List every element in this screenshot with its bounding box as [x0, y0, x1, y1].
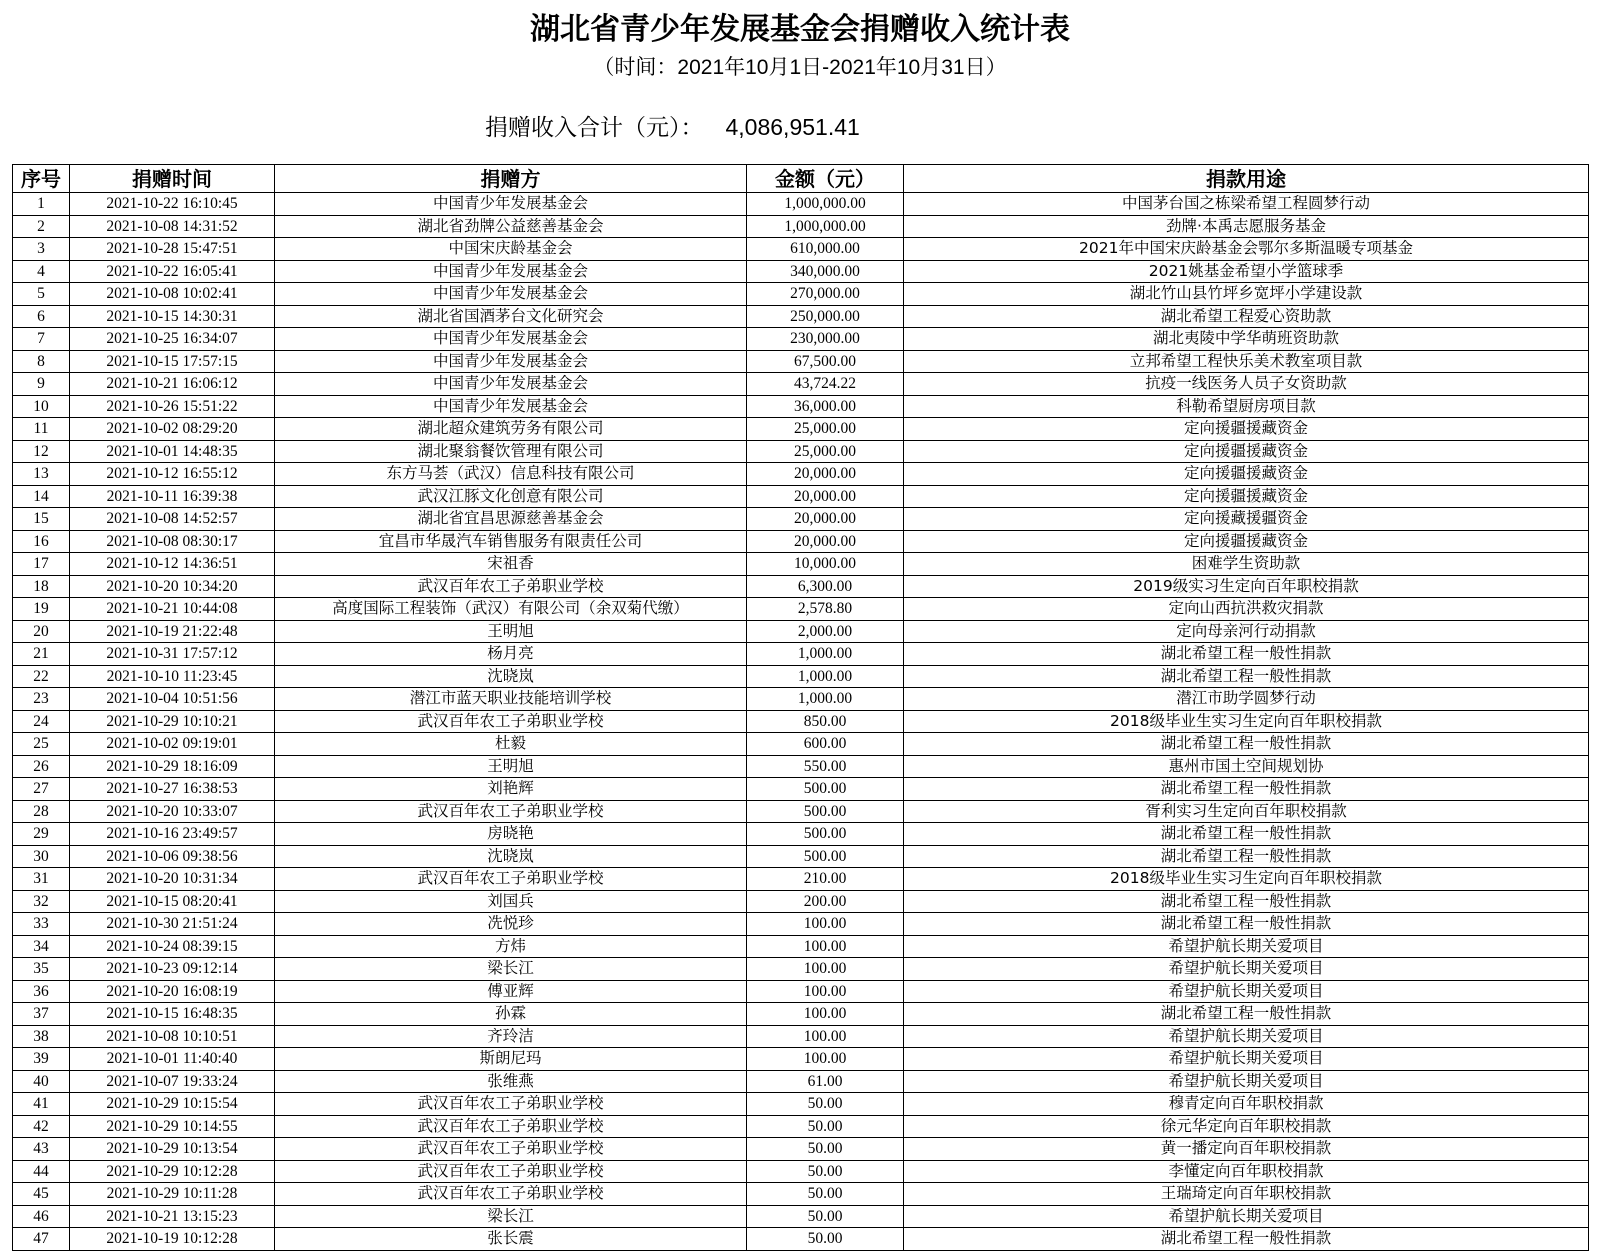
table-row — [13, 845, 1589, 868]
donation-purpose-cell: 希望护航长期关爱项目 — [904, 935, 1589, 958]
row-index-cell: 11 — [13, 418, 70, 441]
donation-amount-cell: 50.00 — [747, 1160, 904, 1183]
table-row — [13, 935, 1589, 958]
table-row — [13, 283, 1589, 306]
donation-time-cell: 2021-10-15 16:48:35 — [70, 1003, 275, 1026]
donation-time-cell: 2021-10-29 10:13:54 — [70, 1138, 275, 1161]
donation-amount-cell: 43,724.22 — [747, 373, 904, 396]
total-summary — [485, 110, 860, 144]
donor-name-cell: 中国宋庆龄基金会 — [275, 238, 747, 261]
donor-name-cell: 孙霖 — [275, 1003, 747, 1026]
table-row — [13, 350, 1589, 373]
table-row — [13, 575, 1589, 598]
row-index-cell: 38 — [13, 1025, 70, 1048]
donation-time-cell: 2021-10-16 23:49:57 — [70, 823, 275, 846]
donor-name-cell: 杜毅 — [275, 733, 747, 756]
donation-purpose-cell: 湖北希望工程爱心资助款 — [904, 305, 1589, 328]
donation-time-cell: 2021-10-08 08:30:17 — [70, 530, 275, 553]
row-index-cell: 8 — [13, 350, 70, 373]
donation-purpose-cell: 湖北希望工程一般性捐款 — [904, 890, 1589, 913]
donation-amount-cell: 550.00 — [747, 755, 904, 778]
table-row — [13, 1003, 1589, 1026]
donation-time-cell: 2021-10-15 17:57:15 — [70, 350, 275, 373]
table-row — [13, 755, 1589, 778]
donor-name-cell: 冼悦珍 — [275, 913, 747, 936]
donation-amount-cell: 1,000,000.00 — [747, 193, 904, 216]
donation-time-cell: 2021-10-02 09:19:01 — [70, 733, 275, 756]
donation-table — [12, 164, 1589, 1251]
table-row — [13, 980, 1589, 1003]
row-index-cell: 46 — [13, 1205, 70, 1228]
donation-purpose-cell: 希望护航长期关爱项目 — [904, 1025, 1589, 1048]
donation-purpose-cell: 中国茅台国之栋梁希望工程圆梦行动 — [904, 193, 1589, 216]
donation-purpose-cell: 希望护航长期关爱项目 — [904, 1205, 1589, 1228]
table-row — [13, 620, 1589, 643]
donation-amount-cell: 500.00 — [747, 778, 904, 801]
donor-name-cell: 宜昌市华晟汽车销售服务有限责任公司 — [275, 530, 747, 553]
donation-time-cell: 2021-10-29 18:16:09 — [70, 755, 275, 778]
donation-amount-cell: 61.00 — [747, 1070, 904, 1093]
table-row — [13, 508, 1589, 531]
donor-name-cell: 湖北超众建筑劳务有限公司 — [275, 418, 747, 441]
table-row — [13, 710, 1589, 733]
donation-purpose-cell: 定向援疆援藏资金 — [904, 530, 1589, 553]
donation-time-cell: 2021-10-29 10:10:21 — [70, 710, 275, 733]
donor-name-cell: 高度国际工程装饰（武汉）有限公司（余双菊代缴） — [275, 598, 747, 621]
table-row — [13, 328, 1589, 351]
donation-amount-cell: 50.00 — [747, 1093, 904, 1116]
donation-time-cell: 2021-10-22 16:05:41 — [70, 260, 275, 283]
row-index-cell: 23 — [13, 688, 70, 711]
donor-name-cell: 武汉百年农工子弟职业学校 — [275, 1138, 747, 1161]
row-index-cell: 40 — [13, 1070, 70, 1093]
row-index-cell: 32 — [13, 890, 70, 913]
donation-amount-cell: 36,000.00 — [747, 395, 904, 418]
donation-amount-cell: 20,000.00 — [747, 508, 904, 531]
table-row — [13, 913, 1589, 936]
donation-amount-cell: 500.00 — [747, 800, 904, 823]
donation-amount-cell: 67,500.00 — [747, 350, 904, 373]
donation-time-cell: 2021-10-08 10:10:51 — [70, 1025, 275, 1048]
row-index-cell: 27 — [13, 778, 70, 801]
donation-amount-cell: 340,000.00 — [747, 260, 904, 283]
donation-amount-cell: 10,000.00 — [747, 553, 904, 576]
donation-amount-cell: 230,000.00 — [747, 328, 904, 351]
donor-name-cell: 房晓艳 — [275, 823, 747, 846]
donation-amount-cell: 50.00 — [747, 1115, 904, 1138]
table-row — [13, 373, 1589, 396]
donation-time-cell: 2021-10-29 10:14:55 — [70, 1115, 275, 1138]
row-index-cell: 15 — [13, 508, 70, 531]
table-row — [13, 778, 1589, 801]
donation-time-cell: 2021-10-22 16:10:45 — [70, 193, 275, 216]
donation-amount-cell: 50.00 — [747, 1228, 904, 1251]
donation-purpose-cell: 惠州市国土空间规划协 — [904, 755, 1589, 778]
donation-time-cell: 2021-10-19 10:12:28 — [70, 1228, 275, 1251]
donation-amount-cell: 25,000.00 — [747, 418, 904, 441]
table-row — [13, 193, 1589, 216]
donation-purpose-cell: 定向援疆援藏资金 — [904, 485, 1589, 508]
table-row — [13, 395, 1589, 418]
row-index-cell: 44 — [13, 1160, 70, 1183]
row-index-cell: 24 — [13, 710, 70, 733]
row-index-cell: 19 — [13, 598, 70, 621]
donor-name-cell: 中国青少年发展基金会 — [275, 283, 747, 306]
table-row — [13, 800, 1589, 823]
donation-purpose-cell: 科勒希望厨房项目款 — [904, 395, 1589, 418]
donation-purpose-cell: 定向母亲河行动捐款 — [904, 620, 1589, 643]
row-index-cell: 31 — [13, 868, 70, 891]
donation-time-cell: 2021-10-29 10:11:28 — [70, 1183, 275, 1206]
donor-name-cell: 武汉百年农工子弟职业学校 — [275, 868, 747, 891]
table-row — [13, 260, 1589, 283]
row-index-cell: 25 — [13, 733, 70, 756]
donation-time-cell: 2021-10-10 11:23:45 — [70, 665, 275, 688]
donation-time-cell: 2021-10-20 16:08:19 — [70, 980, 275, 1003]
header-purpose: 捐款用途 — [904, 165, 1589, 193]
donation-amount-cell: 100.00 — [747, 958, 904, 981]
donation-time-cell: 2021-10-08 14:31:52 — [70, 215, 275, 238]
donation-purpose-cell: 湖北希望工程一般性捐款 — [904, 823, 1589, 846]
table-row — [13, 1205, 1589, 1228]
donation-amount-cell: 6,300.00 — [747, 575, 904, 598]
row-index-cell: 17 — [13, 553, 70, 576]
row-index-cell: 42 — [13, 1115, 70, 1138]
donation-time-cell: 2021-10-11 16:39:38 — [70, 485, 275, 508]
row-index-cell: 1 — [13, 193, 70, 216]
donation-purpose-cell: 穆青定向百年职校捐款 — [904, 1093, 1589, 1116]
donation-amount-cell: 2,578.80 — [747, 598, 904, 621]
row-index-cell: 14 — [13, 485, 70, 508]
donation-time-cell: 2021-10-06 09:38:56 — [70, 845, 275, 868]
donor-name-cell: 沈晓岚 — [275, 845, 747, 868]
page-title: 湖北省青少年发展基金会捐赠收入统计表 — [530, 12, 1070, 47]
donation-time-cell: 2021-10-27 16:38:53 — [70, 778, 275, 801]
row-index-cell: 18 — [13, 575, 70, 598]
table-row — [13, 215, 1589, 238]
row-index-cell: 3 — [13, 238, 70, 261]
table-row — [13, 643, 1589, 666]
row-index-cell: 26 — [13, 755, 70, 778]
donation-amount-cell: 100.00 — [747, 913, 904, 936]
donation-purpose-cell: 2018级毕业生实习生定向百年职校捐款 — [904, 868, 1589, 891]
donation-purpose-cell: 湖北希望工程一般性捐款 — [904, 1228, 1589, 1251]
donation-purpose-cell: 定向援疆援藏资金 — [904, 463, 1589, 486]
donor-name-cell: 梁长江 — [275, 1205, 747, 1228]
donation-time-cell: 2021-10-30 21:51:24 — [70, 913, 275, 936]
table-row — [13, 1115, 1589, 1138]
header-donor: 捐赠方 — [275, 165, 747, 193]
donor-name-cell: 湖北聚翁餐饮管理有限公司 — [275, 440, 747, 463]
donation-purpose-cell: 湖北希望工程一般性捐款 — [904, 733, 1589, 756]
donation-amount-cell: 50.00 — [747, 1205, 904, 1228]
donor-name-cell: 中国青少年发展基金会 — [275, 350, 747, 373]
donation-purpose-cell: 定向援藏援疆资金 — [904, 508, 1589, 531]
donation-purpose-cell: 湖北竹山县竹坪乡宽坪小学建设款 — [904, 283, 1589, 306]
donation-amount-cell: 1,000.00 — [747, 643, 904, 666]
donation-time-cell: 2021-10-21 13:15:23 — [70, 1205, 275, 1228]
table-row — [13, 1070, 1589, 1093]
table-row — [13, 463, 1589, 486]
donation-amount-cell: 270,000.00 — [747, 283, 904, 306]
table-row — [13, 485, 1589, 508]
table-row — [13, 1093, 1589, 1116]
donation-time-cell: 2021-10-12 14:36:51 — [70, 553, 275, 576]
donation-amount-cell: 200.00 — [747, 890, 904, 913]
row-index-cell: 45 — [13, 1183, 70, 1206]
donation-purpose-cell: 2019级实习生定向百年职校捐款 — [904, 575, 1589, 598]
row-index-cell: 13 — [13, 463, 70, 486]
donation-time-cell: 2021-10-02 08:29:20 — [70, 418, 275, 441]
table-row — [13, 1160, 1589, 1183]
table-row — [13, 665, 1589, 688]
table-row — [13, 238, 1589, 261]
donation-purpose-cell: 希望护航长期关爱项目 — [904, 980, 1589, 1003]
row-index-cell: 7 — [13, 328, 70, 351]
row-index-cell: 36 — [13, 980, 70, 1003]
donation-time-cell: 2021-10-29 10:12:28 — [70, 1160, 275, 1183]
row-index-cell: 35 — [13, 958, 70, 981]
table-row — [13, 440, 1589, 463]
row-index-cell: 4 — [13, 260, 70, 283]
table-row — [13, 1183, 1589, 1206]
row-index-cell: 5 — [13, 283, 70, 306]
row-index-cell: 16 — [13, 530, 70, 553]
donation-purpose-cell: 劲牌·本禹志愿服务基金 — [904, 215, 1589, 238]
donor-name-cell: 杨月亮 — [275, 643, 747, 666]
table-header-row — [13, 165, 1589, 193]
table-row — [13, 890, 1589, 913]
donation-amount-cell: 20,000.00 — [747, 485, 904, 508]
table-row — [13, 1138, 1589, 1161]
table-row — [13, 305, 1589, 328]
row-index-cell: 20 — [13, 620, 70, 643]
table-row — [13, 1025, 1589, 1048]
donation-amount-cell: 100.00 — [747, 1003, 904, 1026]
donation-amount-cell: 500.00 — [747, 845, 904, 868]
donation-time-cell: 2021-10-20 10:31:34 — [70, 868, 275, 891]
donor-name-cell: 中国青少年发展基金会 — [275, 328, 747, 351]
donation-time-cell: 2021-10-24 08:39:15 — [70, 935, 275, 958]
table-row — [13, 733, 1589, 756]
table-row — [13, 553, 1589, 576]
donation-amount-cell: 2,000.00 — [747, 620, 904, 643]
table-row — [13, 598, 1589, 621]
donation-purpose-cell: 定向山西抗洪救灾捐款 — [904, 598, 1589, 621]
donation-time-cell: 2021-10-15 14:30:31 — [70, 305, 275, 328]
donation-time-cell: 2021-10-23 09:12:14 — [70, 958, 275, 981]
donation-amount-cell: 210.00 — [747, 868, 904, 891]
row-index-cell: 28 — [13, 800, 70, 823]
donation-purpose-cell: 李懂定向百年职校捐款 — [904, 1160, 1589, 1183]
donor-name-cell: 中国青少年发展基金会 — [275, 395, 747, 418]
donor-name-cell: 齐玲洁 — [275, 1025, 747, 1048]
donation-purpose-cell: 湖北希望工程一般性捐款 — [904, 913, 1589, 936]
table-body — [13, 193, 1589, 1251]
row-index-cell: 10 — [13, 395, 70, 418]
donation-time-cell: 2021-10-08 10:02:41 — [70, 283, 275, 306]
donor-name-cell: 武汉百年农工子弟职业学校 — [275, 1093, 747, 1116]
donation-amount-cell: 100.00 — [747, 1025, 904, 1048]
donation-time-cell: 2021-10-12 16:55:12 — [70, 463, 275, 486]
donor-name-cell: 武汉百年农工子弟职业学校 — [275, 710, 747, 733]
donor-name-cell: 方炜 — [275, 935, 747, 958]
table-row — [13, 530, 1589, 553]
row-index-cell: 12 — [13, 440, 70, 463]
donor-name-cell: 刘国兵 — [275, 890, 747, 913]
row-index-cell: 2 — [13, 215, 70, 238]
donation-purpose-cell: 湖北希望工程一般性捐款 — [904, 778, 1589, 801]
donation-time-cell: 2021-10-21 10:44:08 — [70, 598, 275, 621]
row-index-cell: 22 — [13, 665, 70, 688]
donation-amount-cell: 250,000.00 — [747, 305, 904, 328]
donation-amount-cell: 1,000,000.00 — [747, 215, 904, 238]
donor-name-cell: 张长震 — [275, 1228, 747, 1251]
donation-purpose-cell: 2018级毕业生实习生定向百年职校捐款 — [904, 710, 1589, 733]
donation-amount-cell: 20,000.00 — [747, 463, 904, 486]
donor-name-cell: 傅亚辉 — [275, 980, 747, 1003]
donation-amount-cell: 1,000.00 — [747, 665, 904, 688]
date-range-subtitle: （时间：2021年10月1日-2021年10月31日） — [593, 56, 1007, 79]
donation-time-cell: 2021-10-08 14:52:57 — [70, 508, 275, 531]
table-row — [13, 1048, 1589, 1071]
donation-purpose-cell: 2021年中国宋庆龄基金会鄂尔多斯温暖专项基金 — [904, 238, 1589, 261]
donation-amount-cell: 100.00 — [747, 935, 904, 958]
row-index-cell: 30 — [13, 845, 70, 868]
row-index-cell: 33 — [13, 913, 70, 936]
donation-purpose-cell: 胥利实习生定向百年职校捐款 — [904, 800, 1589, 823]
donation-purpose-cell: 希望护航长期关爱项目 — [904, 1070, 1589, 1093]
donor-name-cell: 张维燕 — [275, 1070, 747, 1093]
total-label: 捐赠收入合计（元）： — [485, 114, 704, 140]
donation-amount-cell: 600.00 — [747, 733, 904, 756]
header-time: 捐赠时间 — [70, 165, 275, 193]
donor-name-cell: 潜江市蓝天职业技能培训学校 — [275, 688, 747, 711]
donor-name-cell: 武汉百年农工子弟职业学校 — [275, 1183, 747, 1206]
donor-name-cell: 武汉百年农工子弟职业学校 — [275, 1160, 747, 1183]
donation-time-cell: 2021-10-21 16:06:12 — [70, 373, 275, 396]
donation-time-cell: 2021-10-20 10:34:20 — [70, 575, 275, 598]
donation-time-cell: 2021-10-20 10:33:07 — [70, 800, 275, 823]
donation-purpose-cell: 抗疫一线医务人员子女资助款 — [904, 373, 1589, 396]
donor-name-cell: 刘艳辉 — [275, 778, 747, 801]
donor-name-cell: 武汉百年农工子弟职业学校 — [275, 1115, 747, 1138]
donation-amount-cell: 100.00 — [747, 980, 904, 1003]
row-index-cell: 37 — [13, 1003, 70, 1026]
donor-name-cell: 武汉江豚文化创意有限公司 — [275, 485, 747, 508]
donation-purpose-cell: 困难学生资助款 — [904, 553, 1589, 576]
donor-name-cell: 武汉百年农工子弟职业学校 — [275, 575, 747, 598]
row-index-cell: 43 — [13, 1138, 70, 1161]
donor-name-cell: 梁长江 — [275, 958, 747, 981]
donation-time-cell: 2021-10-01 14:48:35 — [70, 440, 275, 463]
row-index-cell: 29 — [13, 823, 70, 846]
header-index: 序号 — [13, 165, 70, 193]
donation-purpose-cell: 黄一播定向百年职校捐款 — [904, 1138, 1589, 1161]
donation-time-cell: 2021-10-28 15:47:51 — [70, 238, 275, 261]
donation-amount-cell: 1,000.00 — [747, 688, 904, 711]
donor-name-cell: 斯朗尼玛 — [275, 1048, 747, 1071]
donation-time-cell: 2021-10-19 21:22:48 — [70, 620, 275, 643]
donation-purpose-cell: 潜江市助学圆梦行动 — [904, 688, 1589, 711]
donation-purpose-cell: 希望护航长期关爱项目 — [904, 1048, 1589, 1071]
donation-time-cell: 2021-10-01 11:40:40 — [70, 1048, 275, 1071]
table-row — [13, 823, 1589, 846]
donation-purpose-cell: 定向援疆援藏资金 — [904, 440, 1589, 463]
donation-purpose-cell: 徐元华定向百年职校捐款 — [904, 1115, 1589, 1138]
donation-purpose-cell: 湖北夷陵中学华萌班资助款 — [904, 328, 1589, 351]
table-row — [13, 688, 1589, 711]
donation-amount-cell: 20,000.00 — [747, 530, 904, 553]
donor-name-cell: 中国青少年发展基金会 — [275, 260, 747, 283]
donation-time-cell: 2021-10-26 15:51:22 — [70, 395, 275, 418]
row-index-cell: 39 — [13, 1048, 70, 1071]
donor-name-cell: 王明旭 — [275, 620, 747, 643]
donation-purpose-cell: 立邦希望工程快乐美术教室项目款 — [904, 350, 1589, 373]
donation-purpose-cell: 湖北希望工程一般性捐款 — [904, 845, 1589, 868]
donation-time-cell: 2021-10-15 08:20:41 — [70, 890, 275, 913]
table-row — [13, 1228, 1589, 1251]
row-index-cell: 9 — [13, 373, 70, 396]
donation-amount-cell: 100.00 — [747, 1048, 904, 1071]
donor-name-cell: 宋祖香 — [275, 553, 747, 576]
donation-amount-cell: 610,000.00 — [747, 238, 904, 261]
donation-amount-cell: 50.00 — [747, 1183, 904, 1206]
table-row — [13, 958, 1589, 981]
donation-time-cell: 2021-10-29 10:15:54 — [70, 1093, 275, 1116]
donation-amount-cell: 850.00 — [747, 710, 904, 733]
row-index-cell: 34 — [13, 935, 70, 958]
donation-amount-cell: 500.00 — [747, 823, 904, 846]
donor-name-cell: 武汉百年农工子弟职业学校 — [275, 800, 747, 823]
row-index-cell: 21 — [13, 643, 70, 666]
donor-name-cell: 东方马荟（武汉）信息科技有限公司 — [275, 463, 747, 486]
donor-name-cell: 湖北省劲牌公益慈善基金会 — [275, 215, 747, 238]
row-index-cell: 41 — [13, 1093, 70, 1116]
table-row — [13, 418, 1589, 441]
header-amount: 金额（元） — [747, 165, 904, 193]
donor-name-cell: 中国青少年发展基金会 — [275, 373, 747, 396]
row-index-cell: 47 — [13, 1228, 70, 1251]
table-row — [13, 868, 1589, 891]
donation-amount-cell: 50.00 — [747, 1138, 904, 1161]
donor-name-cell: 湖北省国酒茅台文化研究会 — [275, 305, 747, 328]
row-index-cell: 6 — [13, 305, 70, 328]
donation-purpose-cell: 希望护航长期关爱项目 — [904, 958, 1589, 981]
donation-amount-cell: 25,000.00 — [747, 440, 904, 463]
donation-purpose-cell: 2021姚基金希望小学篮球季 — [904, 260, 1589, 283]
donor-name-cell: 王明旭 — [275, 755, 747, 778]
donation-time-cell: 2021-10-04 10:51:56 — [70, 688, 275, 711]
donation-time-cell: 2021-10-25 16:34:07 — [70, 328, 275, 351]
donor-name-cell: 中国青少年发展基金会 — [275, 193, 747, 216]
donation-purpose-cell: 王瑞琦定向百年职校捐款 — [904, 1183, 1589, 1206]
donation-time-cell: 2021-10-07 19:33:24 — [70, 1070, 275, 1093]
donation-purpose-cell: 湖北希望工程一般性捐款 — [904, 665, 1589, 688]
donor-name-cell: 沈晓岚 — [275, 665, 747, 688]
donation-purpose-cell: 湖北希望工程一般性捐款 — [904, 1003, 1589, 1026]
donor-name-cell: 湖北省宜昌思源慈善基金会 — [275, 508, 747, 531]
donation-time-cell: 2021-10-31 17:57:12 — [70, 643, 275, 666]
donation-purpose-cell: 定向援疆援藏资金 — [904, 418, 1589, 441]
total-value: 4,086,951.41 — [725, 114, 860, 140]
donation-purpose-cell: 湖北希望工程一般性捐款 — [904, 643, 1589, 666]
